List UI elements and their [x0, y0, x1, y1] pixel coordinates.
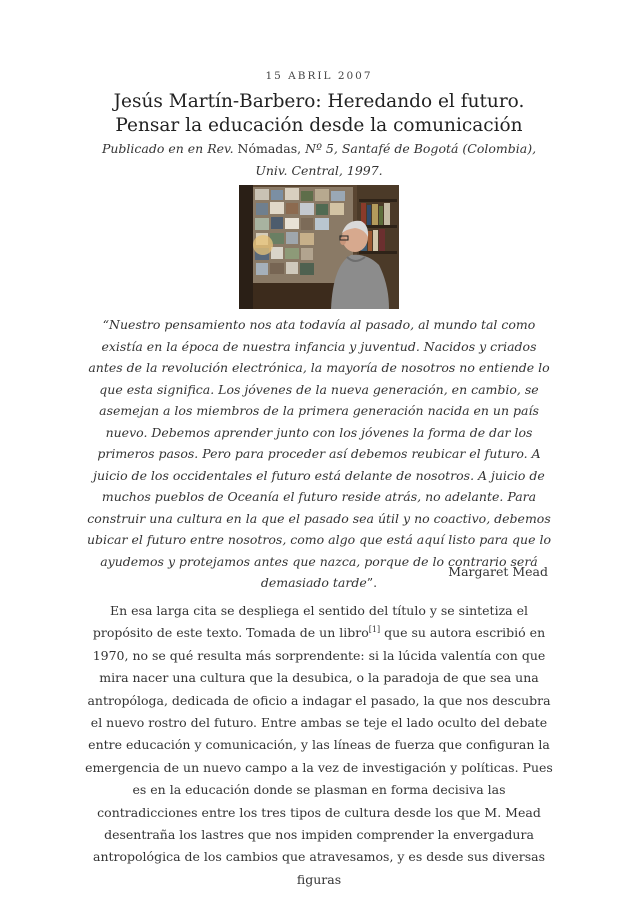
quote-part-2: . Los jóvenes de la nueva generación, en cambio, se asemejan a los miembros de la primera generación nacida en un país nuevo. Debemos aprender junto con los jóvenes la forma de dar los primeros pasos. Pero para proceder así debemos reubicar el futuro — [97, 381, 539, 461]
body-paragraph — [84, 600, 554, 891]
quote-part-4: . A juicio de muchos pueblos de Oceanía el futuro reside atrás, no adelante — [101, 467, 545, 504]
quote-close: ”. — [366, 575, 378, 590]
body-text-rest: que su autora escribió en 1970, no se qué resulta más sorprendente: si la lúcida valentía con que mira nacer una cultura que la desubica, o la paradoja de que sea una antropóloga, dedicada de oficio a indagar el pasado, la que nos descubra el nuevo rostro del futuro. Entre ambas se teje el lado oculto del debate entre educación y comunicación, y las líneas de fuerza que configuran la emergencia de un nuevo campo a la vez de investigación y políticas. Pues es en la educación donde se plasman en forma decisiva las contradicciones entre los tres tipos de cultura desde los que M. Mead desentraña los lastres que nos impiden comprender la envergadura antropológica de los cambios que atravesamos, y es desde sus diversas figuras — [85, 625, 553, 887]
quote-author: Margaret Mead — [448, 564, 548, 579]
quote-part-3: . A juicio de los occidentales el futuro está delante de nosotros — [93, 446, 541, 483]
post-date: 15 ABRIL 2007 — [265, 70, 373, 82]
quote-part-1: “Nuestro pensamiento nos ata todavía al pasado, al mundo tal como existía en la época de nuestra infancia y juventud. Nacidos y criados antes de la revolución electrónica, la mayoría de nosotros no entiende lo que esta significa — [88, 317, 550, 397]
post-title: Jesús Martín-Barbero: Heredando el futuro. Pensar la educación desde la comunicación — [113, 91, 525, 136]
footnote-link[interactable]: [1] — [368, 625, 381, 635]
quote-part-5: . Para construir una cultura en la que el pasado sea útil y no coactivo, debemos ubicar el futuro entre nosotros, como algo que está aquí listo para que lo ayudemos y protejamos antes que nazca, porque de lo contrario será demasiado tarde — [87, 489, 551, 590]
epigraph-quote — [84, 314, 554, 594]
publication-journal: Nómadas, — [233, 141, 306, 156]
body-text-start: En esa larga cita se despliega el sentido del título y se sintetiza el propósito de este texto. Tomada de un libro — [92, 603, 528, 641]
publication-note — [90, 138, 548, 182]
person-viewing-photo-wall-image — [239, 185, 399, 309]
author-photo — [239, 185, 399, 309]
publication-prefix: Publicado en en Rev. — [101, 141, 234, 156]
publication-details: Nº 5, Santafé de Bogotá (Colombia), Univ. Central, 1997. — [255, 141, 537, 178]
